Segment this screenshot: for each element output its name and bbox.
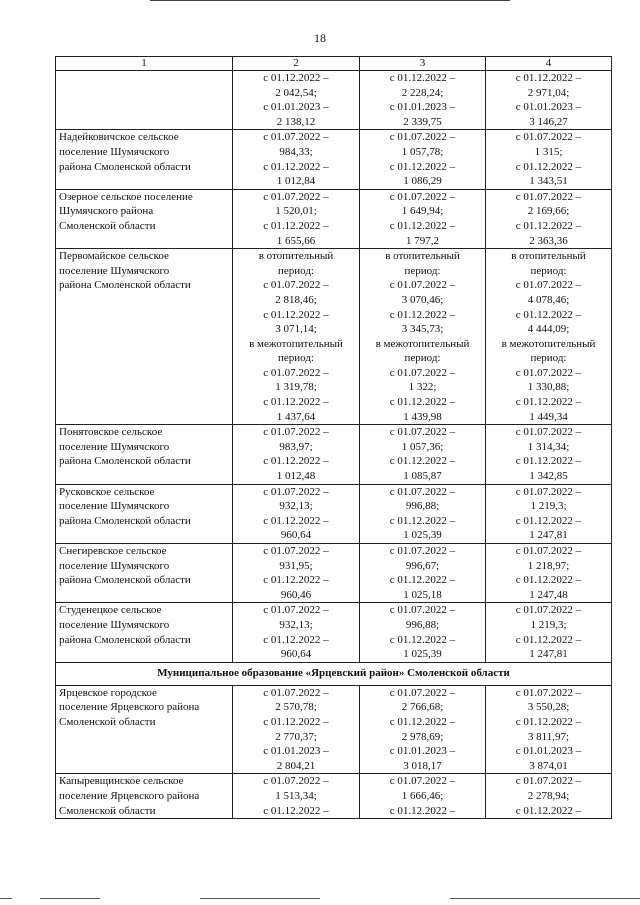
bottom-rule xyxy=(0,895,640,901)
tariff-line: с 01.01.2023 – xyxy=(389,101,456,114)
settlement-name-cell xyxy=(56,249,233,425)
tariff-line: с 01.12.2022 – xyxy=(389,574,456,587)
tariff-line: период: xyxy=(530,264,567,277)
tariff-line: с 01.07.2022 – xyxy=(515,366,582,379)
tariff-cell-c4 xyxy=(486,774,612,819)
settlement-name-cell xyxy=(56,71,233,130)
settlement-name-cell xyxy=(56,774,233,819)
tariff-line: с 01.07.2022 – xyxy=(389,545,456,557)
tariff-line: 2 169,66; xyxy=(527,205,570,218)
settlement-name-line: Понятовское сельское xyxy=(59,426,163,439)
tariff-cell-c3 xyxy=(360,484,486,543)
tariff-cell-c2 xyxy=(233,189,360,248)
tariff-cell-c3 xyxy=(360,425,486,484)
tariff-line: 996,67; xyxy=(405,559,440,572)
tariff-cell-c4 xyxy=(486,603,612,662)
tariff-line: 2 339,75 xyxy=(403,115,442,128)
tariff-line: 1 315; xyxy=(534,145,563,158)
tariff-line: 1 513,34; xyxy=(275,789,317,802)
tariff-cell-c4 xyxy=(486,484,612,543)
tariff-line: с 01.12.2022 – xyxy=(263,308,329,321)
tariff-line: период: xyxy=(404,264,441,277)
tariff-line: 1 247,48 xyxy=(529,588,568,601)
tariff-line: с 01.07.2022 – xyxy=(263,366,329,379)
tariff-line: с 01.07.2022 – xyxy=(515,545,582,557)
tariff-line: с 01.12.2022 – xyxy=(515,514,582,527)
tariff-line: 3 070,46; xyxy=(401,293,444,306)
tariff-line: с 01.07.2022 – xyxy=(389,775,456,788)
tariff-line: 4 444,09; xyxy=(527,323,570,336)
table-row xyxy=(56,189,612,248)
tariff-cell-c3 xyxy=(360,130,486,189)
tariff-line: в межотопительный xyxy=(249,337,343,350)
tariff-line: с 01.12.2022 – xyxy=(515,574,582,587)
tariff-line: в отопительный xyxy=(511,250,586,263)
tariff-line: 1 247,81 xyxy=(529,648,568,661)
tariff-line: с 01.12.2022 – xyxy=(389,308,456,321)
settlement-name-cell xyxy=(56,484,233,543)
settlement-name-line: района Смоленской области xyxy=(59,160,191,173)
settlement-name-cell xyxy=(56,425,233,484)
settlement-name-line: Смоленской области xyxy=(59,804,156,817)
tariff-line: с 01.12.2022 – xyxy=(389,455,456,468)
tariff-line: 1 649,94; xyxy=(401,205,444,218)
tariff-line: в отопительный xyxy=(385,250,460,263)
tariff-line: с 01.12.2022 – xyxy=(389,219,456,232)
tariff-line: с 01.12.2022 – xyxy=(263,715,329,728)
tariff-line: 932,13; xyxy=(279,500,313,513)
tariff-line: с 01.07.2022 – xyxy=(515,775,582,788)
tariff-line: 4 078,46; xyxy=(527,293,570,306)
tariff-line: 1 219,3; xyxy=(530,500,567,513)
tariff-line: с 01.07.2022 – xyxy=(389,366,456,379)
tariff-line: 2 978,69; xyxy=(401,730,444,743)
tariff-line: с 01.12.2022 – xyxy=(515,160,582,173)
settlement-name-line: района Смоленской области xyxy=(59,514,191,527)
tariff-line: с 01.12.2022 – xyxy=(263,396,329,409)
tariff-cell-c2 xyxy=(233,249,360,425)
settlement-name-line: Капыревщинское сельское xyxy=(59,775,184,788)
tariff-line: с 01.07.2022 – xyxy=(389,426,456,439)
settlement-name-line: поселение Шумячского xyxy=(59,264,170,277)
tariff-line: с 01.01.2023 – xyxy=(515,745,582,758)
tariff-line: 1 219,3; xyxy=(530,618,567,631)
tariff-line: 2 228,24; xyxy=(401,86,444,99)
tariff-line: 1 666,46; xyxy=(401,789,444,802)
tariff-line: 1 085,87 xyxy=(403,470,442,483)
tariff-line: 3 071,14; xyxy=(275,323,317,336)
tariff-line: с 01.12.2022 – xyxy=(263,574,329,587)
tariff-line: 2 766,68; xyxy=(401,701,444,714)
tariff-line: с 01.07.2022 – xyxy=(263,604,329,617)
tariff-line: 1 057,78; xyxy=(401,145,444,158)
tariff-line: с 01.07.2022 – xyxy=(389,279,456,292)
tariff-line: 2 042,54; xyxy=(275,86,317,99)
settlement-name-line: поселение Шумячского xyxy=(59,618,170,631)
table-row xyxy=(56,774,612,819)
tariff-line: с 01.12.2022 – xyxy=(389,396,456,409)
tariff-line: с 01.01.2023 – xyxy=(263,101,329,114)
tariff-line: период: xyxy=(278,264,314,277)
table-row xyxy=(56,544,612,603)
tariff-line: 2 971,04; xyxy=(527,86,570,99)
settlement-name-cell xyxy=(56,130,233,189)
tariff-cell-c2 xyxy=(233,71,360,130)
settlement-name-line: Русковское сельское xyxy=(59,485,155,498)
tariff-cell-c2 xyxy=(233,774,360,819)
tariff-line: с 01.07.2022 – xyxy=(263,131,329,144)
tariff-line: 2 570,78; xyxy=(275,701,317,714)
settlement-name-line: поселение Ярцевского района xyxy=(59,789,200,802)
settlement-name-line: поселение Шумячского xyxy=(59,145,170,158)
tariff-line: 1 322; xyxy=(408,381,437,394)
page-number: 18 xyxy=(314,31,326,45)
tariff-line: с 01.07.2022 – xyxy=(389,131,456,144)
settlement-name-line: Шумячского района xyxy=(59,205,154,218)
tariff-line: период: xyxy=(278,352,314,365)
tariff-line: с 01.12.2022 – xyxy=(515,219,582,232)
tariff-line: 3 550,28; xyxy=(527,701,570,714)
tariff-line: 1 025,18 xyxy=(403,588,442,601)
tariff-line: 931,95; xyxy=(279,559,313,572)
tariff-line: с 01.07.2022 – xyxy=(263,426,329,439)
settlement-name-cell xyxy=(56,189,233,248)
tariff-line: с 01.07.2022 – xyxy=(515,485,582,498)
tariff-line: 996,88; xyxy=(405,500,440,513)
settlement-name-cell xyxy=(56,603,233,662)
tariff-line: с 01.07.2022 – xyxy=(263,190,329,203)
settlement-name-line: Студенецкое сельское xyxy=(59,604,162,617)
tariff-line: 2 363,36 xyxy=(529,234,568,247)
table-row xyxy=(56,484,612,543)
header-cell: 4 xyxy=(486,57,612,71)
tariff-line: 1 655,66 xyxy=(276,234,316,247)
tariff-line: с 01.12.2022 – xyxy=(263,219,329,232)
header-cell: 3 xyxy=(360,57,486,71)
section-row xyxy=(56,662,612,685)
tariff-line: в отопительный xyxy=(258,250,334,263)
tariff-line: 2 804,21 xyxy=(276,759,316,772)
tariff-line: 3 811,97; xyxy=(527,730,570,743)
tariff-line: 1 086,29 xyxy=(403,175,442,188)
tariff-line: 1 012,84 xyxy=(276,175,316,188)
tariff-line: 1 342,85 xyxy=(529,470,568,483)
tariff-line: с 01.12.2022 – xyxy=(515,804,582,817)
header-cell: 2 xyxy=(233,57,360,71)
tariff-line: 960,64 xyxy=(280,529,312,542)
tariff-cell-c4 xyxy=(486,71,612,130)
header-cell: 1 xyxy=(56,57,233,71)
tariff-line: 932,13; xyxy=(279,618,313,631)
tariff-line: 1 520,01; xyxy=(275,205,317,218)
tariff-line: с 01.07.2022 – xyxy=(263,485,329,498)
tariff-line: с 01.12.2022 – xyxy=(263,804,329,817)
tariff-line: 3 018,17 xyxy=(403,759,442,772)
tariff-line: период: xyxy=(404,352,441,365)
tariff-cell-c2 xyxy=(233,484,360,543)
tariff-line: с 01.12.2022 – xyxy=(389,72,456,84)
tariff-line: с 01.07.2022 – xyxy=(515,686,582,699)
tariff-line: 983,97; xyxy=(279,440,313,453)
tariff-line: с 01.12.2022 – xyxy=(515,455,582,468)
tariff-line: 2 138,12 xyxy=(276,115,316,128)
tariff-cell-c3 xyxy=(360,544,486,603)
settlement-name-line: Ярцевское городское xyxy=(59,686,157,699)
tariff-cell-c3 xyxy=(360,249,486,425)
settlement-name-line: Смоленской области xyxy=(59,715,156,728)
tariff-line: с 01.07.2022 – xyxy=(515,426,582,439)
tariff-line: с 01.12.2022 – xyxy=(515,72,582,84)
tariff-line: 3 345,73; xyxy=(401,323,444,336)
tariff-line: 1 218,97; xyxy=(527,559,570,572)
table-row xyxy=(56,71,612,130)
settlement-name-line: Первомайское сельское xyxy=(59,250,169,263)
settlement-name-line: района Смоленской области xyxy=(59,279,191,292)
tariff-line: с 01.01.2023 – xyxy=(389,745,456,758)
tariff-cell-c4 xyxy=(486,544,612,603)
tariff-cell-c4 xyxy=(486,189,612,248)
tariff-line: с 01.07.2022 – xyxy=(515,190,582,203)
tariff-line: 1 449,34 xyxy=(529,410,568,423)
tariff-line: с 01.01.2023 – xyxy=(515,101,582,114)
tariff-cell-c3 xyxy=(360,71,486,130)
tariff-line: с 01.07.2022 – xyxy=(389,686,456,699)
settlement-name-cell xyxy=(56,544,233,603)
tariff-line: с 01.12.2022 – xyxy=(263,72,329,84)
section-heading: Муниципальное образование «Ярцевский район» Смоленской области xyxy=(56,662,612,685)
settlement-name-cell xyxy=(56,685,233,774)
tariff-line: с 01.07.2022 – xyxy=(389,604,456,617)
tariff-line: 1 797,2 xyxy=(406,234,439,247)
tariff-line: 1 343,51 xyxy=(529,175,568,188)
settlement-name-line: Озерное сельское поселение xyxy=(59,190,193,203)
tariff-cell-c2 xyxy=(233,425,360,484)
tariff-line: с 01.12.2022 – xyxy=(389,514,456,527)
tariff-line: период: xyxy=(530,352,567,365)
tariff-line: с 01.07.2022 – xyxy=(389,190,456,203)
tariff-cell-c3 xyxy=(360,685,486,774)
tariff-cell-c3 xyxy=(360,189,486,248)
tariff-line: 1 314,34; xyxy=(527,440,570,453)
tariff-line: 3 146,27 xyxy=(529,115,568,128)
table-body xyxy=(56,57,612,819)
table-row xyxy=(56,603,612,662)
tariff-cell-c2 xyxy=(233,603,360,662)
tariff-line: с 01.07.2022 – xyxy=(263,545,329,557)
settlement-name-line: поселение Ярцевского района xyxy=(59,701,200,714)
tariff-line: с 01.12.2022 – xyxy=(389,804,456,817)
tariff-line: с 01.07.2022 – xyxy=(515,131,582,144)
tariff-cell-c2 xyxy=(233,544,360,603)
tariff-line: с 01.07.2022 – xyxy=(263,279,329,292)
tariff-line: с 01.07.2022 – xyxy=(263,775,329,788)
settlement-name-line: Смоленской области xyxy=(59,219,156,232)
tariff-line: 960,64 xyxy=(280,648,312,661)
tariff-line: с 01.12.2022 – xyxy=(515,396,582,409)
settlement-name-line: района Смоленской области xyxy=(59,633,191,646)
header-row xyxy=(56,57,612,71)
tariff-cell-c3 xyxy=(360,603,486,662)
tariff-line: с 01.07.2022 – xyxy=(515,279,582,292)
tariff-line: 1 319,78; xyxy=(275,381,317,394)
settlement-name-line: Надейковичское сельское xyxy=(59,131,179,144)
tariff-cell-c3 xyxy=(360,774,486,819)
tariff-line: 1 437,64 xyxy=(276,410,316,423)
table-row xyxy=(56,685,612,774)
tariff-line: 1 247,81 xyxy=(529,529,568,542)
tariff-cell-c2 xyxy=(233,130,360,189)
tariff-line: 1 057,36; xyxy=(401,440,444,453)
tariff-line: с 01.12.2022 – xyxy=(263,514,329,527)
tariff-line: 1 439,98 xyxy=(403,410,442,423)
tariff-line: 2 278,94; xyxy=(527,789,570,802)
tariff-line: с 01.12.2022 – xyxy=(389,633,456,646)
table-row xyxy=(56,130,612,189)
tariff-line: с 01.07.2022 – xyxy=(389,485,456,498)
tariff-line: с 01.12.2022 – xyxy=(263,160,329,173)
tariff-cell-c2 xyxy=(233,685,360,774)
settlement-name-line: поселение Шумячского xyxy=(59,440,170,453)
tariff-line: с 01.12.2022 – xyxy=(263,633,329,646)
tariff-line: 2 818,46; xyxy=(275,293,317,306)
settlement-name-line: района Смоленской области xyxy=(59,574,191,587)
tariff-line: в межотопительный xyxy=(375,337,470,350)
tariff-line: с 01.12.2022 – xyxy=(263,455,329,468)
tariff-line: с 01.12.2022 – xyxy=(389,715,456,728)
tariff-line: 1 025,39 xyxy=(403,529,442,542)
tariff-line: с 01.01.2023 – xyxy=(263,745,329,758)
tariff-line: с 01.12.2022 – xyxy=(389,160,456,173)
tariff-line: с 01.12.2022 – xyxy=(515,308,582,321)
tariff-line: с 01.12.2022 – xyxy=(515,633,582,646)
tariff-line: с 01.07.2022 – xyxy=(263,686,329,699)
tariff-cell-c4 xyxy=(486,425,612,484)
settlement-name-line: поселение Шумячского xyxy=(59,559,170,572)
tariff-line: 3 874,01 xyxy=(529,759,568,772)
table-row xyxy=(56,425,612,484)
settlement-name-line: поселение Шумячского xyxy=(59,500,170,513)
tariff-line: 996,88; xyxy=(405,618,440,631)
tariff-line: 984,33; xyxy=(279,145,313,158)
tariff-line: 1 330,88; xyxy=(527,381,570,394)
tariff-line: 1 025,39 xyxy=(403,648,442,661)
tariff-cell-c4 xyxy=(486,685,612,774)
settlement-name-line: Снегиревское сельское xyxy=(59,545,167,557)
tariff-line: с 01.07.2022 – xyxy=(515,604,582,617)
tariff-line: в межотопительный xyxy=(501,337,596,350)
top-rule xyxy=(150,0,510,1)
tariff-table xyxy=(55,56,612,819)
tariff-line: 2 770,37; xyxy=(275,730,317,743)
tariff-line: с 01.12.2022 – xyxy=(515,715,582,728)
tariff-line: 960,46 xyxy=(280,588,312,601)
tariff-cell-c4 xyxy=(486,249,612,425)
tariff-cell-c4 xyxy=(486,130,612,189)
tariff-line: 1 012,48 xyxy=(276,470,316,483)
table-row xyxy=(56,249,612,425)
settlement-name-line: района Смоленской области xyxy=(59,455,191,468)
